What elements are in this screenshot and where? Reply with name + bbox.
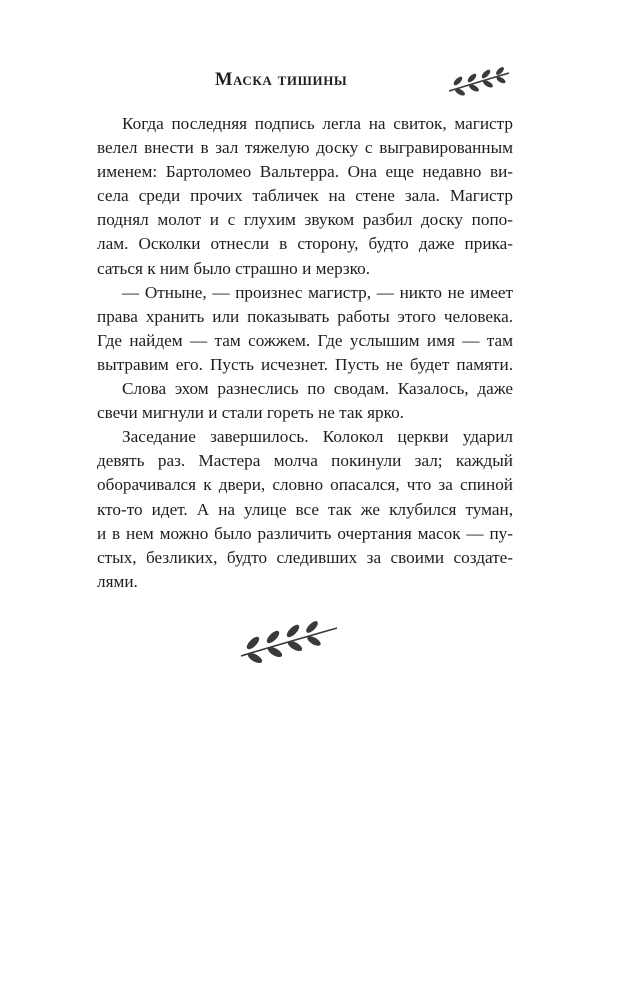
text-line: девять раз. Мастера молча покинули зал; каждый: [97, 451, 513, 471]
text-line: лями.: [97, 571, 138, 591]
text-line: свечи мигнули и стали гореть не так ярко.: [97, 403, 404, 423]
text-line: права хранить или показывать работы этого человека.: [97, 306, 513, 326]
text-line: Где найдем — там сожжем. Где услышим имя — там: [97, 330, 513, 350]
text-line: села среди прочих табличек на стене зала. Магистр: [97, 186, 513, 206]
paragraph: [97, 377, 513, 425]
text-line: стых, безликих, будто следивших за своими создате-: [97, 547, 513, 567]
text-line: поднял молот и с глухим звуком разбил доску попо-: [97, 210, 513, 230]
text-line: оборачивался к двери, словно опасался, что за спиной: [97, 475, 513, 495]
paragraph: [97, 112, 513, 281]
text-line: и в нем можно было различить очертания масок — пу-: [97, 523, 513, 543]
paragraph: [97, 281, 513, 377]
body-text: [97, 112, 513, 594]
paragraph: [97, 425, 513, 594]
running-head: [0, 66, 619, 106]
text-line: — Отныне, — произнес магистр, — никто не имеет: [122, 282, 513, 302]
text-line: вытравим его. Пусть исчезнет. Пусть не будет памяти.: [97, 354, 513, 374]
text-line: именем: Бартоломео Вальтерра. Она еще недавно ви-: [97, 162, 513, 182]
leaf-branch-icon: [446, 66, 512, 96]
text-line: Слова эхом разнеслись по сводам. Казалось, даже: [122, 379, 513, 399]
text-line: кто-то идет. А на улице все так же клубился туман,: [97, 499, 513, 519]
leaf-branch-icon: [237, 618, 341, 664]
text-line: Заседание завершилось. Колокол церкви ударил: [122, 427, 513, 447]
text-line: саться к ним было страшно и мерзко.: [97, 258, 371, 278]
text-line: лам. Осколки отнесли в сторону, будто даже прика-: [97, 234, 513, 254]
running-title: Маска тишины: [215, 70, 348, 90]
text-line: велел внести в зал тяжелую доску с выгравированным: [97, 138, 513, 158]
text-line: Когда последняя подпись легла на свиток, магистр: [122, 114, 513, 133]
